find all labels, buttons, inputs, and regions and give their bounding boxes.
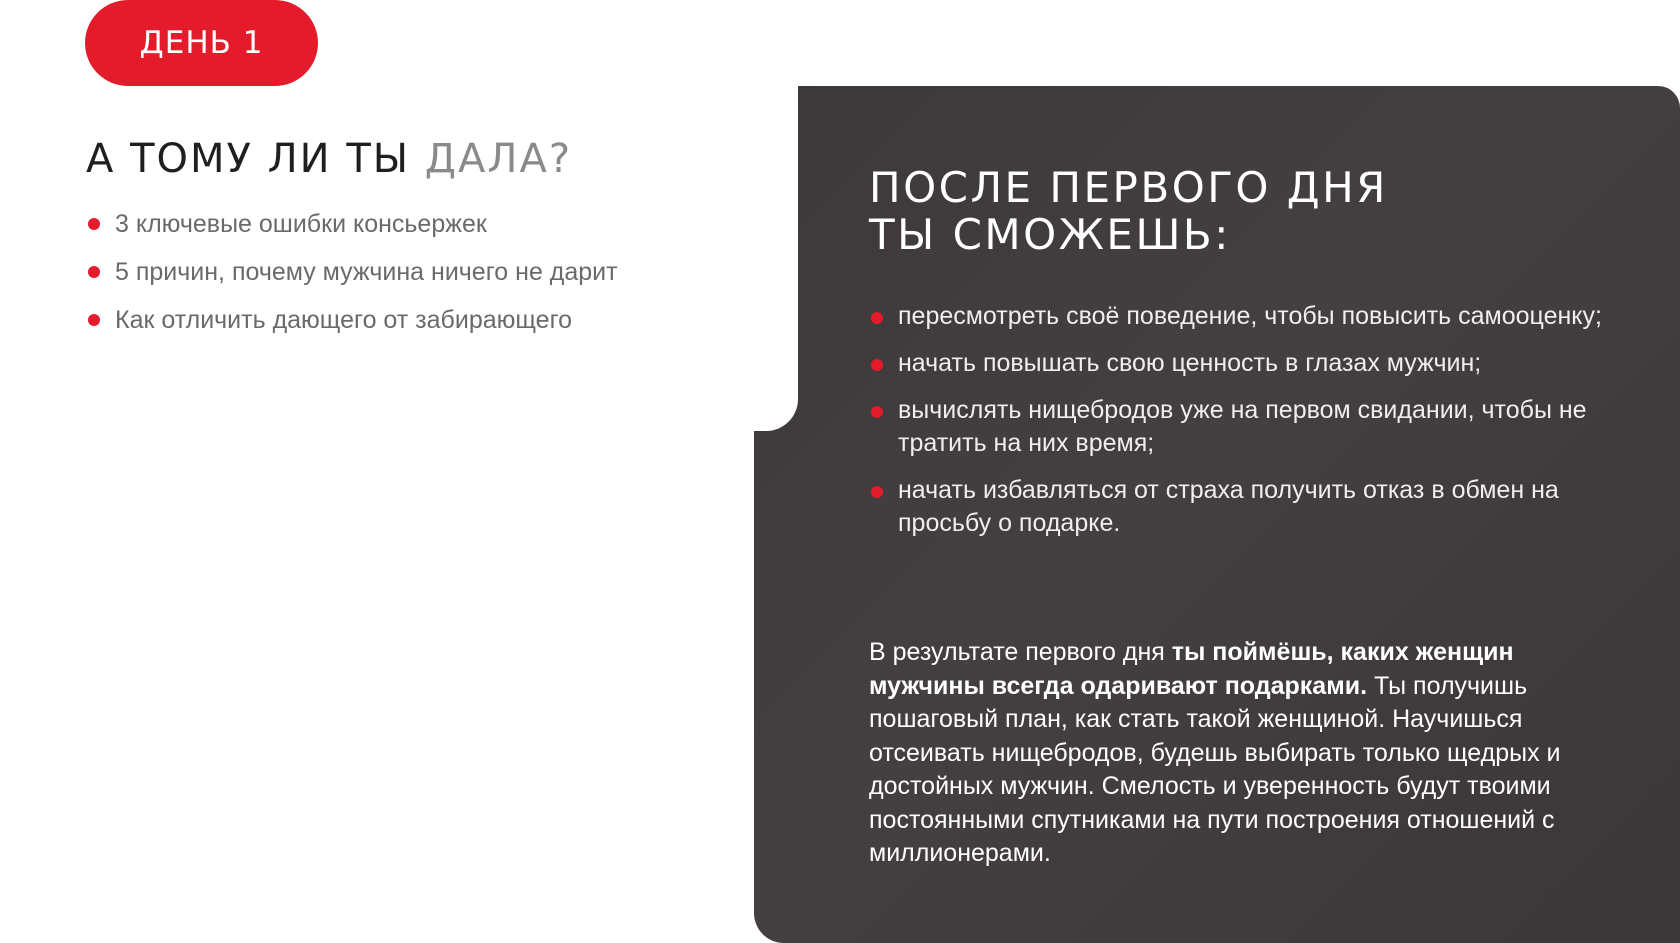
- topic-item-text: 5 причин, почему мужчина ничего не дарит: [115, 258, 618, 286]
- panel-notch: [754, 86, 798, 431]
- topic-item: [86, 203, 618, 251]
- outcome-item-text: вычислять нищебродов уже на первом свидании, чтобы не тратить на них время;: [898, 396, 1587, 457]
- section-title: [86, 136, 572, 182]
- panel-title: [869, 164, 1388, 258]
- section-title-accent: ДАЛА?: [424, 136, 573, 182]
- outcome-item: [869, 347, 1629, 380]
- outcome-item: [869, 300, 1629, 333]
- day-badge-label: ДЕНЬ 1: [139, 25, 264, 61]
- panel-title-line1: ПОСЛЕ ПЕРВОГО ДНЯ: [869, 163, 1388, 212]
- topic-item: [86, 299, 618, 347]
- topic-item-text: 3 ключевые ошибки консьержек: [115, 210, 487, 238]
- red-dot-icon: [88, 266, 100, 278]
- outcome-item: [869, 474, 1629, 540]
- red-dot-icon: [871, 312, 883, 324]
- section-title-main: А ТОМУ ЛИ ТЫ: [86, 136, 425, 182]
- summary-bold: ты поймёшь, каких женщин мужчины всегда одаривают подарками.: [869, 638, 1514, 700]
- panel-title-line2: ТЫ СМОЖЕШЬ:: [869, 210, 1231, 259]
- topic-item: [86, 251, 618, 299]
- topics-list: [86, 203, 618, 347]
- red-dot-icon: [871, 486, 883, 498]
- result-summary: [869, 636, 1629, 871]
- outcome-item-text: пересмотреть своё поведение, чтобы повысить самооценку;: [898, 302, 1602, 330]
- outcomes-panel: [754, 86, 1680, 943]
- summary-intro: В результате первого дня: [869, 638, 1172, 666]
- day-badge: [85, 0, 318, 86]
- red-dot-icon: [88, 314, 100, 326]
- outcome-item: [869, 394, 1629, 460]
- topic-item-text: Как отличить дающего от забирающего: [115, 306, 573, 334]
- outcome-item-text: начать избавляться от страха получить отказ в обмен на просьбу о подарке.: [898, 476, 1559, 537]
- red-dot-icon: [871, 406, 883, 418]
- summary-rest: Ты получишь пошаговый план, как стать такой женщиной. Научишься отсеивать нищебродов, будешь выбирать только щедрых и достойных мужчин. Смелость и уверенность будут твоими постоянными спутниками на пути построения отношений с миллионерами.: [869, 671, 1561, 867]
- red-dot-icon: [88, 218, 100, 230]
- outcomes-list: [869, 300, 1629, 554]
- outcome-item-text: начать повышать свою ценность в глазах мужчин;: [898, 349, 1482, 377]
- red-dot-icon: [871, 359, 883, 371]
